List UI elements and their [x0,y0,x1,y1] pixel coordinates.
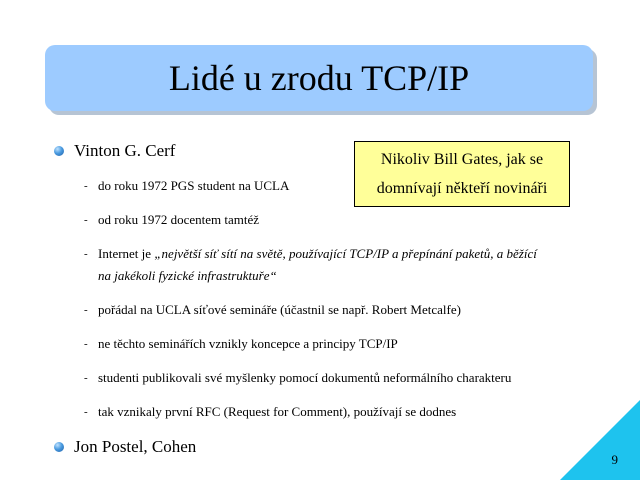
dash-bullet-icon: - [84,406,88,418]
bullet-dot-icon [54,146,64,156]
sub-item [84,370,604,389]
sub-item [84,302,604,321]
sub-item-internet-quote [84,246,604,287]
corner-triangle [560,400,640,480]
quote-line-1: „největší síť sítí na světě, používající TCP/IP a přepínání paketů, a běžící [154,246,537,261]
dash-bullet-icon: - [84,180,88,192]
title-box [45,45,593,111]
dash-bullet-icon: - [84,248,88,260]
callout-box [354,141,570,207]
bullet-item-label: Vinton G. Cerf [74,141,176,160]
dash-bullet-icon: - [84,214,88,226]
dash-bullet-icon: - [84,372,88,384]
quote-line-2: na jakékoli fyzické infrastruktuře“ [98,268,277,283]
sub-item [84,404,604,423]
callout-line-1: Nikoliv Bill Gates, jak se [380,151,544,168]
page-number: 9 [611,452,618,467]
sub-item-label: studenti publikovali své myšlenky pomocí dokumentů neformálního charakteru [98,370,512,385]
sub-item-label: od roku 1972 docentem tamtéž [98,212,260,227]
sub-item [84,336,604,355]
bullet-dot-icon [54,442,64,452]
sub-item-label: tak vznikaly první RFC (Request for Comment), používají se dodnes [98,404,457,419]
quote-prefix: Internet je [98,246,155,261]
dash-bullet-icon: - [84,304,88,316]
sub-item [84,212,604,231]
sub-item-label [98,243,537,287]
slide-title: Lidé u zrodu TCP/IP [168,58,470,98]
sub-item-label: pořádal na UCLA síťové semináře (účastnil se např. Robert Metcalfe) [98,302,461,317]
sub-item-label: ne těchto seminářích vznikly koncepce a principy TCP/IP [98,336,398,351]
dash-bullet-icon: - [84,338,88,350]
callout-line-2: domnívají někteří novináři [376,180,548,197]
bullet-item-label: Jon Postel, Cohen [74,437,197,456]
bullet-item-vinton-cerf [54,141,175,161]
bullet-item-jon-postel [54,437,196,457]
sub-item-label: do roku 1972 PGS student na UCLA [98,178,290,193]
